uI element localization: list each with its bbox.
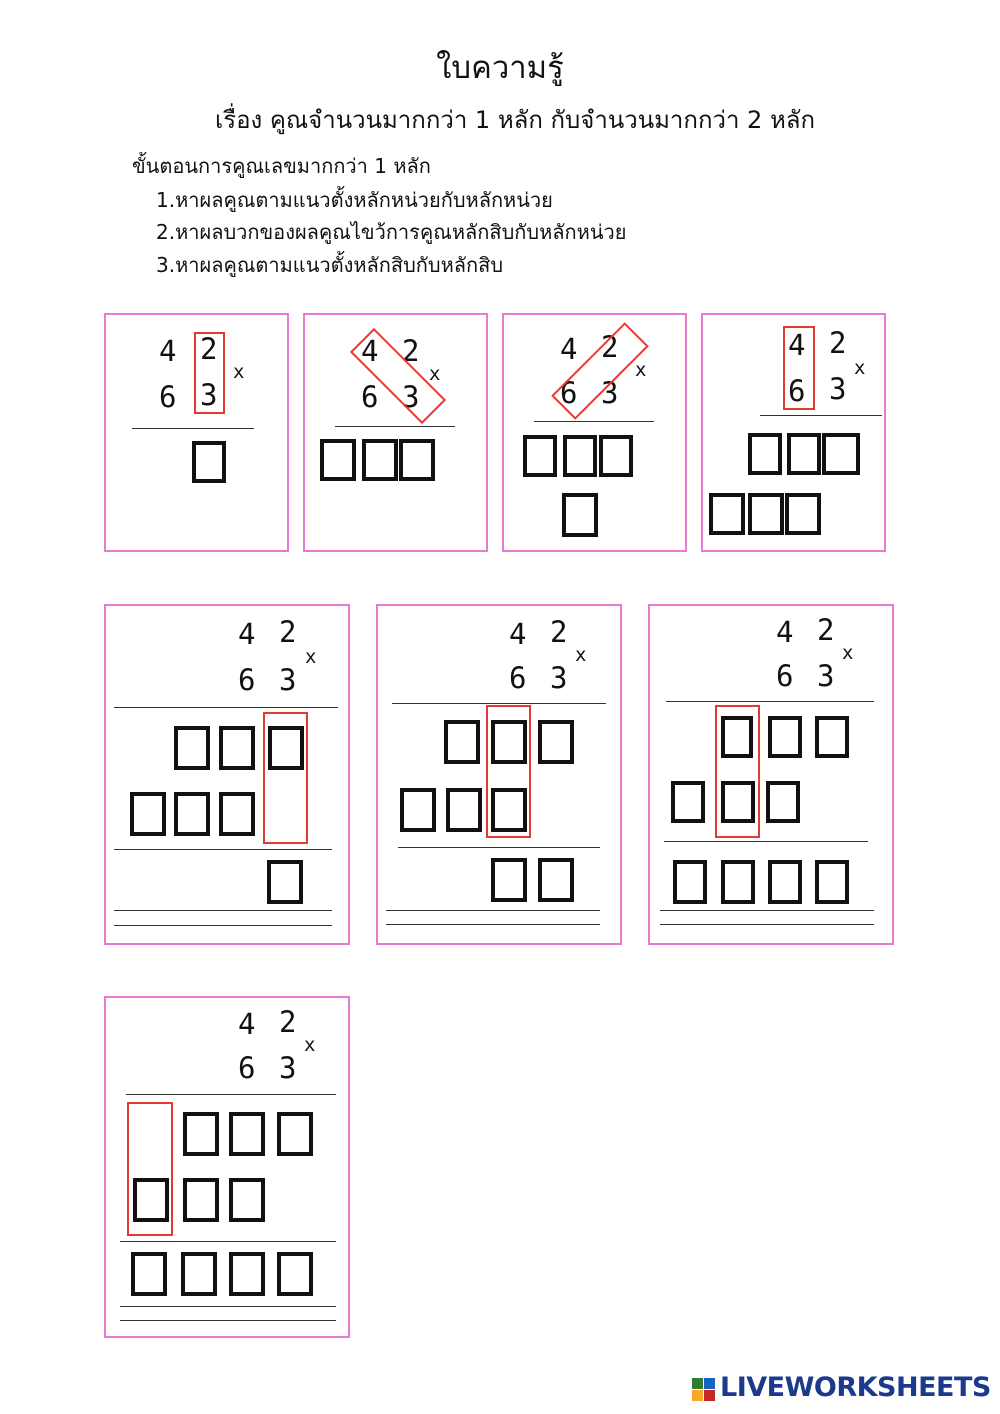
answer-line [335,426,455,427]
answer-line [114,707,338,708]
logo-square-blue [704,1378,715,1389]
sum-box[interactable] [815,860,849,904]
answer-box[interactable] [219,726,255,770]
multiplicand-tens: 4 [788,328,806,362]
multiplicand-tens: 4 [776,615,794,649]
sum-line [114,849,332,850]
answer-box[interactable] [785,493,821,535]
step-card-7 [648,604,894,945]
answer-box[interactable] [671,781,705,823]
multiplier-tens: 6 [159,380,177,414]
answer-box[interactable] [768,716,802,758]
multiplicand-tens: 4 [509,617,527,651]
multiplicand-units: 2 [200,332,218,366]
step-card-1 [104,313,289,552]
answer-box[interactable] [563,435,597,477]
answer-line [132,428,254,429]
sum-line [120,1241,336,1242]
multiplier-tens: 6 [238,1051,256,1085]
answer-box[interactable] [748,433,782,475]
multiplier-tens: 6 [238,663,256,697]
multiplicand-tens: 4 [159,334,177,368]
double-line-top [120,1306,336,1307]
step-2: 2.หาผลบวกของผลคูณไขว้การคูณหลักสิบกับหลักหน่วย [156,220,627,244]
sum-box[interactable] [277,1252,313,1296]
multiplicand-units: 2 [601,330,619,364]
answer-box[interactable] [748,493,784,535]
multiply-sign: x [233,361,245,383]
answer-line [392,703,606,704]
units-highlight [194,332,225,414]
double-line-bottom [114,925,332,926]
multiplicand-tens: 4 [560,332,578,366]
answer-box[interactable] [446,788,482,832]
sum-box[interactable] [538,858,574,902]
sum-box[interactable] [721,860,755,904]
multiplicand-units: 2 [550,615,568,649]
multiplicand-tens: 4 [238,1007,256,1041]
answer-box[interactable] [538,720,574,764]
double-line-bottom [120,1320,336,1321]
multiplier-units: 3 [279,1051,297,1085]
step-card-8 [104,996,350,1338]
double-line-bottom [386,924,600,925]
sum-box[interactable] [768,860,802,904]
liveworksheets-logo-icon [692,1378,716,1402]
multiplier-units: 3 [200,378,218,412]
multiplicand-tens: 4 [238,617,256,651]
tens-column-highlight [486,705,531,838]
answer-box[interactable] [174,726,210,770]
sum-line [398,847,600,848]
multiplier-tens: 6 [509,661,527,695]
steps-heading: ขั้นตอนการคูณเลขมากกว่า 1 หลัก [132,154,431,178]
multiply-sign: x [305,646,317,668]
step-card-5 [104,604,350,945]
answer-box[interactable] [229,1178,265,1222]
multiply-sign: x [575,644,587,666]
sum-box[interactable] [673,860,707,904]
answer-line [126,1094,336,1095]
logo-square-red [704,1390,715,1401]
multiplicand-units: 2 [279,615,297,649]
multiplicand-units: 2 [817,613,835,647]
multiplicand-tens: 4 [361,334,379,368]
multiplier-tens: 6 [560,376,578,410]
sum-line [664,841,868,842]
answer-box[interactable] [174,792,210,836]
step-card-6 [376,604,622,945]
multiply-sign: x [854,357,866,379]
double-line-bottom [660,924,874,925]
answer-line [666,701,874,702]
multiplicand-units: 2 [402,334,420,368]
answer-box[interactable] [599,435,633,477]
answer-box[interactable] [400,788,436,832]
sum-box[interactable] [181,1252,217,1296]
multiply-sign: x [429,363,441,385]
multiply-sign: x [842,642,854,664]
brand-wordmark: LIVEWORKSHEETS [720,1372,991,1403]
carry-box[interactable] [562,493,598,537]
step-card-2 [303,313,488,552]
sum-box[interactable] [491,858,527,902]
multiplier-units: 3 [402,380,420,414]
worksheet-title: ใบความรู้ [436,50,564,86]
sum-box[interactable] [267,860,303,904]
step-card-4 [701,313,886,552]
logo-square-yellow [692,1390,703,1401]
multiply-sign: x [304,1034,316,1056]
units-column-highlight [263,712,308,844]
multiplier-units: 3 [817,659,835,693]
multiplier-units: 3 [279,663,297,697]
answer-box[interactable] [709,493,745,535]
answer-line [760,415,882,416]
double-line-top [114,910,332,911]
answer-line [534,421,654,422]
answer-box[interactable] [523,435,557,477]
multiply-sign: x [635,359,647,381]
thousands-column-highlight [127,1102,173,1236]
answer-box[interactable] [320,439,356,481]
step-1: 1.หาผลคูณตามแนวตั้งหลักหน่วยกับหลักหน่วย [156,188,553,212]
sum-box[interactable] [229,1252,265,1296]
double-line-top [660,910,874,911]
answer-box[interactable] [444,720,480,764]
double-line-top [386,910,600,911]
step-3: 3.หาผลคูณตามแนวตั้งหลักสิบกับหลักสิบ [156,253,504,277]
step-card-3 [502,313,687,552]
hundreds-column-highlight [715,705,760,838]
answer-box[interactable] [399,439,435,481]
tens-highlight [783,326,815,410]
answer-box[interactable] [822,433,860,475]
answer-box[interactable] [183,1112,219,1156]
multiplicand-units: 2 [279,1005,297,1039]
worksheet-subtitle: เรื่อง คูณจำนวนมากกว่า 1 หลัก กับจำนวนมากกว่า 2 หลัก [214,106,816,134]
answer-box[interactable] [183,1178,219,1222]
answer-box[interactable] [277,1112,313,1156]
multiplicand-units: 2 [829,326,847,360]
answer-box[interactable] [362,439,398,481]
answer-box[interactable] [787,433,821,475]
multiplier-tens: 6 [361,380,379,414]
multiplier-tens: 6 [776,659,794,693]
logo-square-green [692,1378,703,1389]
answer-box[interactable] [219,792,255,836]
multiplier-tens: 6 [788,374,806,408]
answer-box[interactable] [130,792,166,836]
answer-box[interactable] [192,441,226,483]
multiplier-units: 3 [829,372,847,406]
answer-box[interactable] [815,716,849,758]
multiplier-units: 3 [550,661,568,695]
sum-box[interactable] [131,1252,167,1296]
answer-box[interactable] [229,1112,265,1156]
answer-box[interactable] [766,781,800,823]
multiplier-units: 3 [601,376,619,410]
